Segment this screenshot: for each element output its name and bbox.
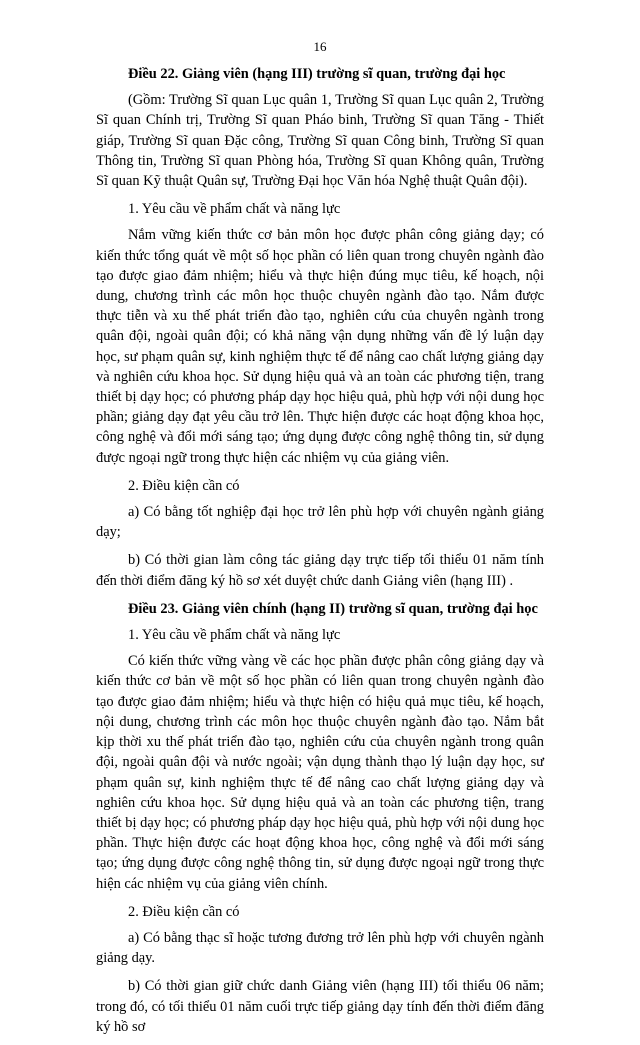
article-23-heading: Điều 23. Giảng viên chính (hạng II) trường sĩ quan, trường đại học bbox=[128, 600, 538, 617]
article-23-section-1-heading: 1. Yêu cầu về phẩm chất và năng lực bbox=[128, 627, 341, 644]
article-23-requirements-text: Có kiến thức vững vàng về các học phần được phân công giảng dạy và kiến thức cơ bản về một số học phần có liên quan trong chuyên ngành đào tạo được giao đảm nhiệm; hiểu và thực hiện có hiệu quả mục tiêu, kế hoạch, nội dung, chương trình các môn học thuộc chuyên ngành đào tạo. Nắm bắt kịp thời xu thế phát triển đào tạo, nghiên cứu của chuyên ngành trong quân đội, ngoài quân đội và nước ngoài; vận dụng thành thạo lý luận dạy học, sư phạm quân sự, kinh nghiệm thực tế để nâng cao chất lượng giảng dạy và nghiên cứu khoa học. Sử dụng hiệu quả và an toàn các phương tiện, trang thiết bị dạy học; có phương pháp dạy học hiệu quả, phù hợp với nội dung học phần. Thực hiện được các hoạt động khoa học, công nghệ và đổi mới sáng tạo; ứng dụng được công nghệ thông tin, sử dụng được ngoại ngữ trong thực hiện các nhiệm vụ của giảng viên chính. bbox=[96, 653, 544, 892]
article-22-scope: (Gồm: Trường Sĩ quan Lục quân 1, Trường Sĩ quan Lục quân 2, Trường Sĩ quan Chính trị, Trường Sĩ quan Pháo binh, Trường Sĩ quan Tăng - Thiết giáp, Trường Sĩ quan Đặc công, Trường Sĩ quan Công binh, Trường Sĩ quan Thông tin, Trường Sĩ quan Phòng hóa, Trường Sĩ quan Không quân, Trường Sĩ quan Kỹ thuật Quân sự, Trường Đại học Văn hóa Nghệ thuật Quân đội). bbox=[96, 92, 544, 190]
article-22-heading: Điều 22. Giảng viên (hạng III) trường sĩ quan, trường đại học bbox=[128, 66, 506, 82]
article-22-requirements-text: Nắm vững kiến thức cơ bản môn học được phân công giảng dạy; có kiến thức tổng quát về một số học phần có liên quan trong chuyên ngành đào tạo được giao đảm nhiệm; hiểu và thực hiện đúng mục tiêu, kế hoạch, nội dung, chương trình các môn học thuộc chuyên ngành đào tạo. Nắm được thực tiễn và xu thế phát triển đào tạo, nghiên cứu của chuyên ngành trong quân đội, ngoài quân đội; có khả năng vận dụng những vấn đề lý luận dạy học, sư phạm quân sự, kinh nghiệm thực tế để nâng cao chất lượng giảng dạy và nghiên cứu khoa học. Sử dụng hiệu quả và an toàn các phương tiện, trang thiết bị dạy học; có phương pháp dạy học hiệu quả, phù hợp với nội dung học phần; giảng dạy đạt yêu cầu trở lên. Thực hiện được các hoạt động khoa học, công nghệ và đổi mới sáng tạo; ứng dụng được công nghệ thông tin, sử dụng được ngoại ngữ trong thực hiện các nhiệm vụ của giảng viên. bbox=[96, 227, 544, 466]
article-22-condition-b: b) Có thời gian làm công tác giảng dạy trực tiếp tối thiểu 01 năm tính đến thời điểm đăng ký hồ sơ xét duyệt chức danh Giảng viên (hạng III) . bbox=[96, 552, 544, 589]
article-22-section-2-heading: 2. Điều kiện cần có bbox=[128, 477, 240, 494]
article-23-condition-a: a) Có bằng thạc sĩ hoặc tương đương trở lên phù hợp với chuyên ngành giảng dạy. bbox=[96, 929, 544, 967]
page-number: 16 bbox=[313, 39, 327, 54]
article-23-condition-b: b) Có thời gian giữ chức danh Giảng viên (hạng III) tối thiểu 06 năm; trong đó, có tối thiểu 01 năm cuối trực tiếp giảng dạy tính đến thời điểm đăng ký hồ sơ bbox=[96, 978, 544, 1035]
article-22-section-1-heading: 1. Yêu cầu về phẩm chất và năng lực bbox=[128, 201, 341, 218]
article-22-condition-a: a) Có bằng tốt nghiệp đại học trở lên phù hợp với chuyên ngành giảng dạy; bbox=[96, 504, 544, 541]
document-body bbox=[96, 64, 544, 1045]
article-23-section-2-heading: 2. Điều kiện cần có bbox=[128, 903, 240, 920]
